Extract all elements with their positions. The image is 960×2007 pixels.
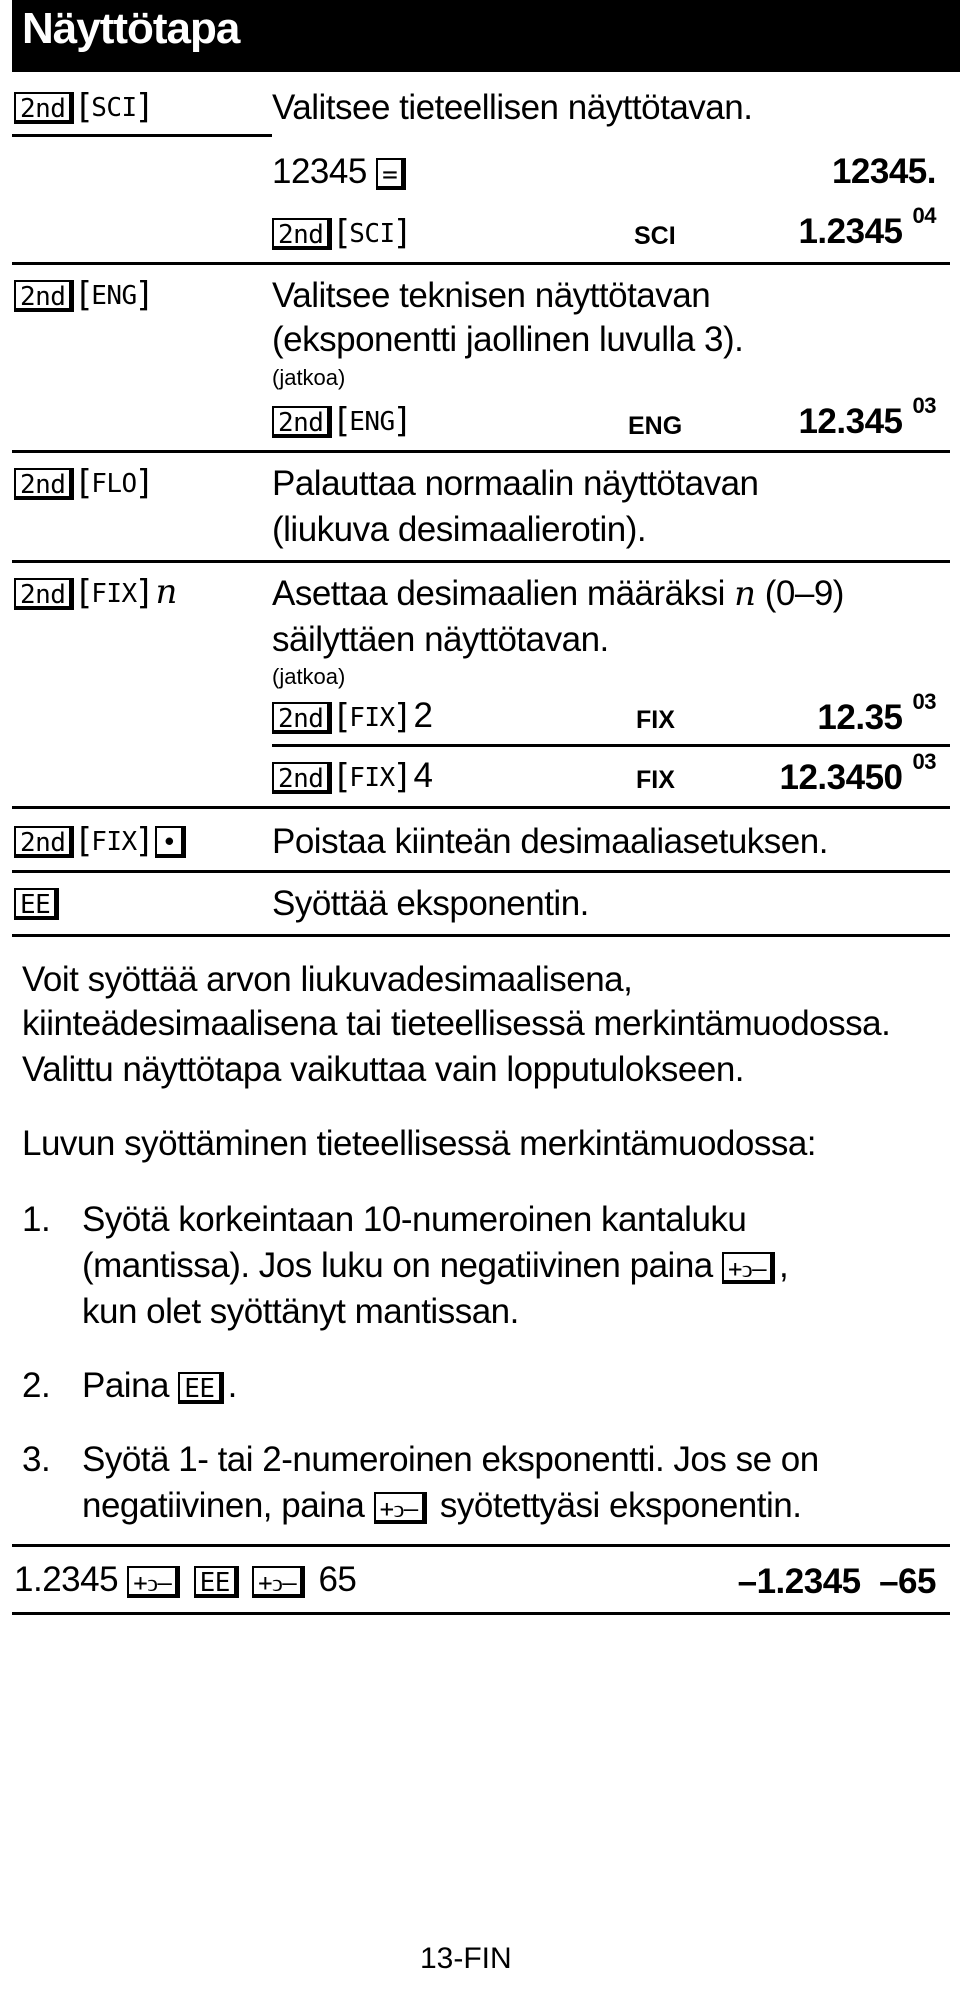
sci-example-2-result: 1.2345 $^{04}$	[798, 203, 936, 251]
fixdot-description: Poistaa kiinteän desimaaliasetuksen.	[272, 822, 828, 861]
eng-description-line2: (eksponentti jaollinen luvulla 3).	[272, 320, 744, 359]
example-keys: 1.2345 +ↄ– EE +ↄ– 65	[14, 1560, 357, 1599]
step-number: 2.	[22, 1366, 51, 1405]
divider	[12, 1612, 950, 1615]
key-fix-secondary: [FIX]	[336, 697, 408, 738]
variable-n: n	[155, 572, 177, 612]
divider	[12, 934, 950, 937]
key-2nd: 2nd	[14, 92, 74, 124]
ee-description: Syöttää eksponentin.	[272, 884, 589, 923]
sci-example-1-input: 12345 =	[272, 152, 410, 192]
key-2nd: 2nd	[14, 578, 74, 610]
key-fix-secondary: [FIX]	[78, 821, 150, 862]
step-1-line1: Syötä korkeintaan 10-numeroinen kantaluku	[82, 1200, 747, 1239]
divider	[272, 744, 950, 747]
key-2nd: 2nd	[272, 762, 332, 794]
page-number: 13-FIN	[420, 1942, 512, 1975]
paragraph-line: kiinteädesimaalisena tai tieteellisessä merkintämuodossa.	[22, 1004, 891, 1043]
ee-keys	[14, 882, 63, 922]
sci-example-1-result: 12345.	[831, 152, 936, 191]
step-1-line2: (mantissa). Jos luku on negatiivinen paina +ↄ– ,	[82, 1246, 789, 1285]
divider	[12, 1544, 950, 1547]
key-decimal-point: •	[155, 826, 185, 858]
divider	[12, 870, 950, 873]
key-2nd: 2nd	[14, 826, 74, 858]
step-3-line1: Syötä 1- tai 2-numeroinen eksponentti. Jos se on	[82, 1440, 819, 1479]
divider	[12, 806, 950, 809]
paragraph-line: Valittu näyttötapa vaikuttaa vain lopputulokseen.	[22, 1050, 745, 1089]
flo-keys	[14, 462, 155, 502]
key-change-sign: +ↄ–	[127, 1566, 180, 1598]
fix-example-1-keys: 2nd [FIX] 2	[272, 696, 432, 736]
eng-example-keys	[272, 400, 413, 440]
fix-continued-note: (jatkoa)	[272, 664, 346, 689]
key-change-sign: +ↄ–	[252, 1566, 305, 1598]
sci-keys	[14, 86, 155, 126]
eng-description-line1: Valitsee teknisen näyttötavan	[272, 276, 711, 315]
fix-description-line1: Asettaa desimaalien määräksi n (0–9)	[272, 574, 844, 614]
key-ee: EE	[194, 1566, 239, 1598]
sci-description: Valitsee tieteellisen näyttötavan.	[272, 88, 753, 127]
key-2nd: 2nd	[14, 468, 74, 500]
sci-indicator: SCI	[634, 222, 676, 250]
section-heading: Luvun syöttäminen tieteellisessä merkintämuodossa:	[22, 1124, 817, 1163]
step-number: 3.	[22, 1440, 51, 1479]
fix-example-1-result: 12.35 $^{03}$	[817, 689, 936, 737]
fix-indicator: FIX	[636, 706, 675, 734]
key-2nd: 2nd	[272, 406, 332, 438]
key-flo-secondary: [FLO]	[78, 463, 150, 504]
key-change-sign: +ↄ–	[374, 1492, 427, 1524]
paragraph-line: Voit syöttää arvon liukuvadesimaalisena,	[22, 960, 633, 999]
key-2nd: 2nd	[272, 218, 332, 250]
key-fix-secondary: [FIX]	[336, 757, 408, 798]
key-ee: EE	[14, 888, 59, 920]
flo-description-line1: Palauttaa normaalin näyttötavan	[272, 464, 759, 503]
fix-indicator: FIX	[636, 766, 675, 794]
eng-keys	[14, 274, 155, 314]
divider	[12, 450, 950, 453]
step-number: 1.	[22, 1200, 51, 1239]
eng-indicator: ENG	[628, 412, 683, 440]
example-result: –1.2345 –65	[737, 1562, 936, 1601]
key-eng-secondary: [ENG]	[78, 275, 150, 316]
page-title: Näyttötapa	[22, 4, 240, 53]
step-1-line3: kun olet syöttänyt mantissan.	[82, 1292, 519, 1331]
key-ee: EE	[178, 1372, 223, 1404]
key-sci-secondary: [SCI]	[336, 213, 408, 254]
key-sci-secondary: [SCI]	[78, 87, 150, 128]
key-equals: =	[376, 158, 406, 190]
sci-example-2-keys	[272, 212, 413, 252]
divider	[12, 134, 272, 137]
key-eng-secondary: [ENG]	[336, 401, 408, 442]
key-change-sign: +ↄ–	[722, 1252, 775, 1284]
flo-description-line2: (liukuva desimaalierotin).	[272, 510, 647, 549]
key-fix-secondary: [FIX]	[78, 573, 150, 614]
fix-example-2-result: 12.3450 $^{03}$	[779, 749, 936, 797]
eng-continued-note: (jatkoa)	[272, 365, 346, 390]
divider	[12, 262, 950, 265]
divider	[12, 560, 950, 563]
key-2nd: 2nd	[14, 280, 74, 312]
step-3-line2: negatiivinen, paina +ↄ– syötettyäsi eksponentin.	[82, 1486, 802, 1525]
fix-description-line2: säilyttäen näyttötavan.	[272, 620, 609, 659]
step-2-line: Paina EE .	[82, 1366, 237, 1405]
eng-example-result: 12.345 $^{03}$	[798, 393, 936, 441]
key-2nd: 2nd	[272, 702, 332, 734]
fix-keys	[14, 572, 177, 612]
fix-example-2-keys: 2nd [FIX] 4	[272, 756, 432, 796]
fixdot-keys	[14, 820, 190, 860]
